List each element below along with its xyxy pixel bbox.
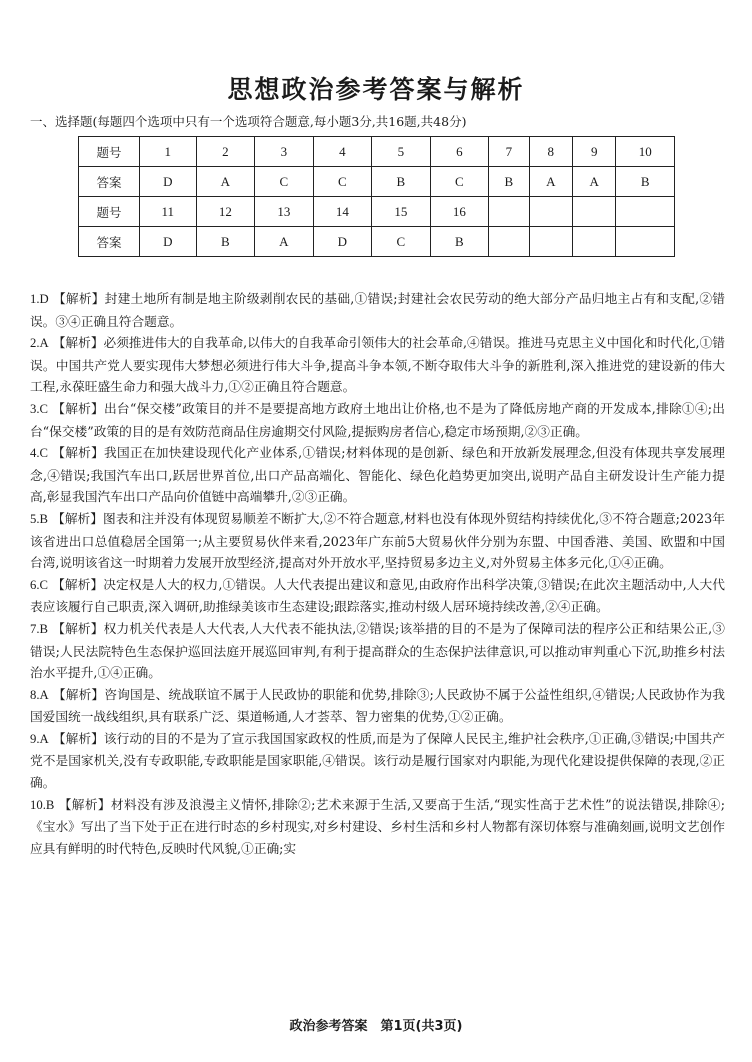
table-cell [489, 197, 529, 227]
answer-item [30, 332, 725, 398]
answer-number: 5.B [30, 511, 48, 526]
table-cell [572, 197, 615, 227]
answer-number: 10.B [30, 797, 55, 812]
table-cell: D [140, 167, 197, 197]
table-cell: A [196, 167, 255, 197]
answer-item [30, 684, 725, 728]
table-cell: 7 [489, 137, 529, 167]
table-cell [616, 197, 675, 227]
table-cell: A [255, 227, 314, 257]
answer-text: 【解析】图表和注并没有体现贸易顺差不断扩大,②不符合题意,材料也没有体现外贸结构持续优化,③不符合题意;2023年该省进出口总值稳居全国第一;从主要贸易伙伴来看,2023年广东前5大贸易伙伴分别为东盟、中国香港、美国、欧盟和中国台湾,说明该省这一时期着力发展开放型经济,提高对外开放水平,坚持贸易多边主义,对外贸易主体多元化,①④正确。 [30, 510, 725, 571]
answer-item [30, 618, 725, 684]
table-row [79, 197, 675, 227]
table-cell [529, 227, 572, 257]
answer-number: 2.A [30, 336, 49, 351]
answer-number: 8.A [30, 687, 49, 702]
answer-item [30, 288, 725, 332]
table-cell [616, 227, 675, 257]
answer-number: 9.A [30, 731, 49, 746]
page-title: 思想政治参考答案与解析 [227, 75, 525, 104]
table-cell: 12 [196, 197, 255, 227]
answer-text: 【解析】封建土地所有制是地主阶级剥削农民的基础,①错误;封建社会农民劳动的绝大部分产品归地主占有和支配,②错误。③④正确且符合题意。 [30, 291, 725, 329]
table-cell: B [196, 227, 255, 257]
table-cell: 4 [313, 137, 372, 167]
section-heading: 一、选择题(每题四个选项中只有一个选项符合题意,每小题3分,共16题,共48分) [30, 114, 467, 129]
answer-text: 【解析】材料没有涉及浪漫主义情怀,排除②;艺术来源于生活,又要高于生活,“现实性高于艺术性”的说法错误,排除④;《宝水》写出了当下处于正在进行时态的乡村现实,对乡村建设、乡村生活和乡村人物都有深切体察与准确刻画,说明文艺创作应具有鲜明的时代特色,反映时代风貌,①正确;实 [30, 796, 725, 856]
table-cell: 16 [430, 197, 489, 227]
answer-number: 4.C [30, 446, 48, 461]
answer-text: 【解析】权力机关代表是人大代表,人大代表不能执法,②错误;该举措的目的不是为了保障司法的程序公正和结果公正,③错误;人民法院特色生态保护巡回法庭开展巡回审判,有利于提高群众的生态保护法律意识,可以推动审判重心下沉,助推乡村法治水平提升,①④正确。 [30, 620, 725, 681]
answer-explanations [30, 288, 725, 859]
answer-item [30, 398, 725, 442]
row-header: 答案 [79, 227, 140, 257]
table-row [79, 137, 675, 167]
table-cell: 8 [529, 137, 572, 167]
answer-text: 【解析】必须推进伟大的自我革命,以伟大的自我革命引领伟大的社会革命,④错误。推进马克思主义中国化和时代化,①错误。中国共产党人要实现伟大梦想必须进行伟大斗争,提高斗争本领,不断夺取伟大斗争的新胜利,深入推进党的建设新的伟大工程,永葆旺盛生命力和强大战斗力,①②正确且符合题意。 [30, 335, 725, 395]
answer-item [30, 574, 725, 618]
answer-text: 【解析】咨询国是、统战联谊不属于人民政协的职能和优势,排除③;人民政协不属于公益性组织,④错误;人民政协作为我国爱国统一战线组织,具有联系广泛、渠道畅通,人才荟萃、智力密集的优势,①②正确。 [30, 686, 725, 725]
table-cell [572, 227, 615, 257]
row-header: 答案 [79, 167, 140, 197]
table-cell: 6 [430, 137, 489, 167]
table-cell [529, 197, 572, 227]
table-cell: 11 [140, 197, 197, 227]
table-cell: B [430, 227, 489, 257]
answer-number: 3.C [30, 401, 48, 416]
answer-text: 【解析】我国正在加快建设现代化产业体系,①错误;材料体现的是创新、绿色和开放新发展理念,但没有体现共享发展理念,④错误;我国汽车出口,跃居世界首位,出口产品高端化、智能化、绿色化趋势更加突出,说明产品自主研发设计生产能力提高,彰显我国汽车出口产品向价值链中高端攀升,②③正确。 [30, 445, 725, 505]
table-cell: 13 [255, 197, 314, 227]
table-cell [489, 227, 529, 257]
answer-text: 【解析】决定权是人大的权力,①错误。人大代表提出建议和意见,由政府作出科学决策,③错误;在此次主题活动中,人大代表应该履行自己职责,深入调研,助推绿美该市生态建设;跟踪落实,推动村级人居环境持续改善,②④正确。 [30, 576, 725, 615]
row-header: 题号 [79, 197, 140, 227]
table-cell: A [529, 167, 572, 197]
answer-item [30, 728, 725, 794]
table-cell: B [489, 167, 529, 197]
table-cell: D [313, 227, 372, 257]
table-cell: 14 [313, 197, 372, 227]
answer-number: 7.B [30, 621, 48, 636]
table-cell: B [616, 167, 675, 197]
table-cell: 9 [572, 137, 615, 167]
answer-text: 【解析】该行动的目的不是为了宣示我国国家政权的性质,而是为了保障人民民主,维护社会秩序,①正确,③错误;中国共产党不是国家机关,没有专政职能,专政职能是国家职能,④错误。该行动是履行国家对内职能,为现代化建设提供保障的表现,②正确。 [30, 730, 725, 791]
table-cell: 1 [140, 137, 197, 167]
answer-number: 6.C [30, 577, 48, 592]
answer-number: 1.D [30, 292, 49, 306]
page-footer: 政治参考答案 第1页(共3页) [289, 1019, 463, 1034]
table-cell: 10 [616, 137, 675, 167]
table-cell: D [140, 227, 197, 257]
table-cell: C [372, 227, 431, 257]
table-cell: 15 [372, 197, 431, 227]
table-cell: C [255, 167, 314, 197]
answer-item [30, 508, 725, 574]
answer-item [30, 442, 725, 508]
table-cell: B [372, 167, 431, 197]
table-cell: A [572, 167, 615, 197]
table-cell: 3 [255, 137, 314, 167]
table-cell: C [430, 167, 489, 197]
answer-key-table [78, 136, 675, 257]
table-row [79, 227, 675, 257]
answer-item [30, 794, 725, 860]
table-cell: 5 [372, 137, 431, 167]
table-cell: C [313, 167, 372, 197]
table-row [79, 167, 675, 197]
answer-text: 【解析】出台“保交楼”政策目的并不是要提高地方政府土地出让价格,也不是为了降低房地产商的开发成本,排除①④;出台“保交楼”政策的目的是有效防范商品住房逾期交付风险,提振购房者信心,稳定市场预期,②③正确。 [30, 400, 725, 439]
table-cell: 2 [196, 137, 255, 167]
row-header: 题号 [79, 137, 140, 167]
